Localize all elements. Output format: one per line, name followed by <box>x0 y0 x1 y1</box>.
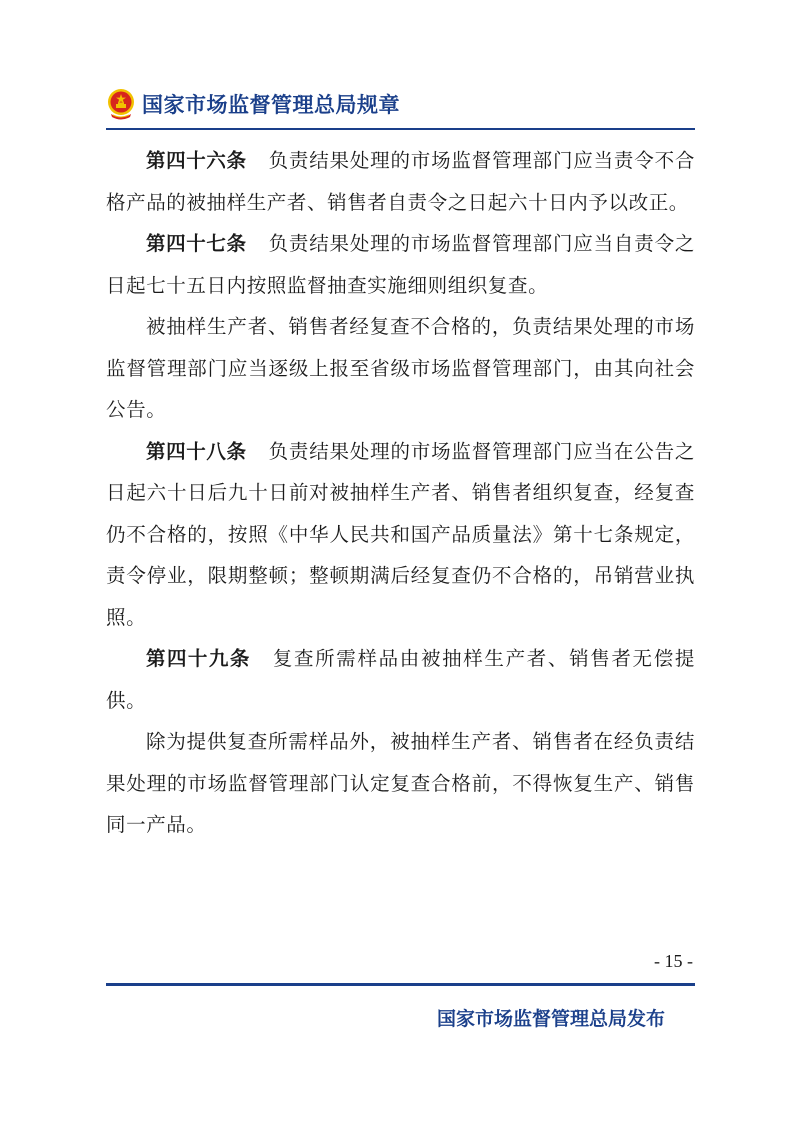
article-49 <box>106 638 695 721</box>
national-emblem-icon <box>106 88 136 120</box>
footer-publisher: 国家市场监督管理总局发布 <box>436 1008 665 1030</box>
article-text: 负责结果处理的市场监督管理部门应当自责令之日起七十五日内按照监督抽查实施细则组织复查。 <box>106 232 695 297</box>
article-label: 第四十八条 <box>146 439 247 463</box>
article-49-paragraph-2 <box>106 721 695 846</box>
footer-divider <box>106 983 695 986</box>
article-47-paragraph-2 <box>106 306 695 431</box>
article-label: 第四十七条 <box>146 232 247 255</box>
article-text: 除为提供复查所需样品外，被抽样生产者、销售者在经负责结果处理的市场监督管理部门认定复查合格前，不得恢复生产、销售同一产品。 <box>106 730 695 836</box>
page-number: - 15 - <box>654 951 693 971</box>
header-title: 国家市场监督管理总局规章 <box>142 93 400 117</box>
article-46 <box>106 140 695 223</box>
article-48 <box>106 431 695 639</box>
article-label: 第四十六条 <box>146 149 247 172</box>
article-label: 第四十九条 <box>146 647 251 670</box>
article-text: 复查所需样品由被抽样生产者、销售者无偿提供。 <box>106 647 695 712</box>
article-text: 负责结果处理的市场监督管理部门应当在公告之日起六十日后九十日前对被抽样生产者、销售者组织复查，经复查仍不合格的，按照《中华人民共和国产品质量法》第十七条规定，责令停业，限期整顿；整顿期满后经复查仍不合格的，吊销营业执照。 <box>106 439 695 629</box>
header-divider <box>106 128 695 130</box>
page-header <box>106 84 400 124</box>
regulation-body <box>106 140 695 846</box>
article-text: 负责结果处理的市场监督管理部门应当责令不合格产品的被抽样生产者、销售者自责令之日起六十日内予以改正。 <box>106 149 695 214</box>
article-47 <box>106 223 695 306</box>
article-text: 被抽样生产者、销售者经复查不合格的，负责结果处理的市场监督管理部门应当逐级上报至省级市场监督管理部门，由其向社会公告。 <box>106 315 695 421</box>
